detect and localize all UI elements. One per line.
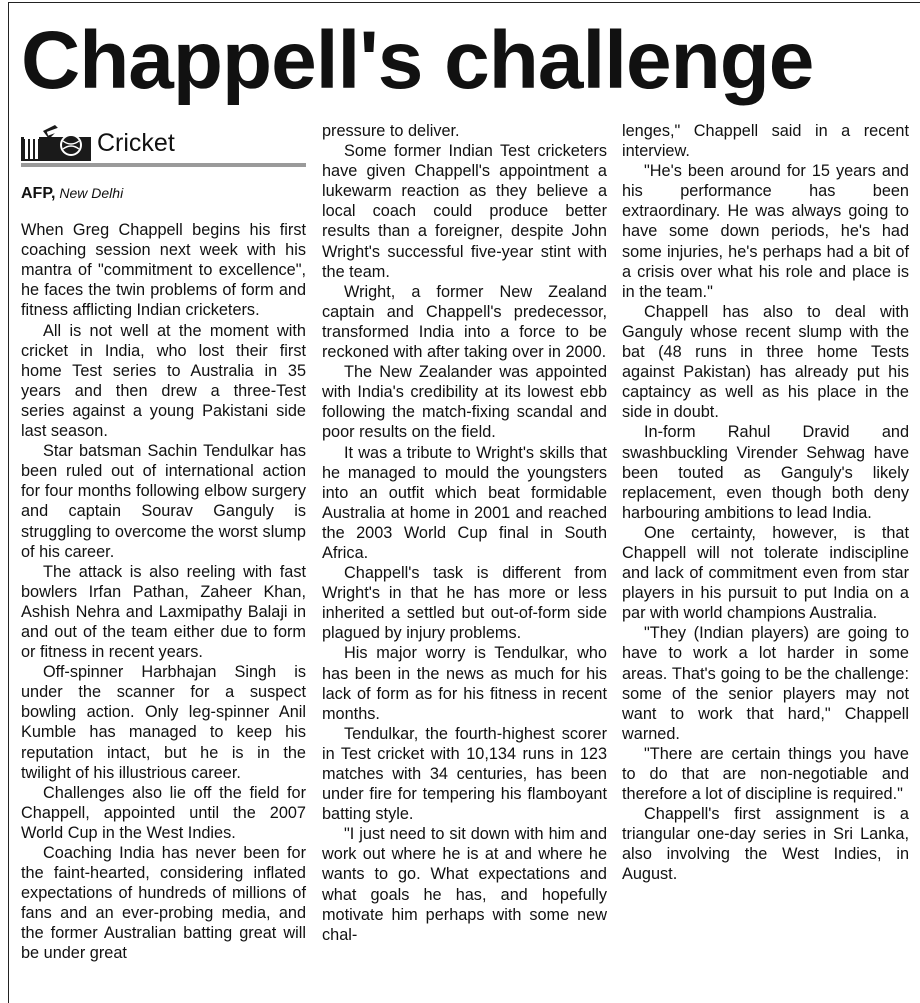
byline-place: New Delhi (59, 185, 124, 201)
paragraph: The New Zealander was appointed with India's credibility at its lowest ebb following the match-fixing scandal and poor results on the field. (322, 363, 607, 442)
paragraph: All is not well at the moment with cricket in India, who lost their first home Test series to Australia in 35 years and then drew a three-Test series against a young Pakistani side last season. (21, 321, 306, 441)
cricket-icon (21, 125, 91, 161)
paragraph: It was a tribute to Wright's skills that he managed to mould the youngsters into an outfit which beat formidable Australia at home in 2001 and reached the 2003 World Cup final in South Africa. (322, 443, 607, 562)
paragraph: His major worry is Tendulkar, who has been in the news as much for his lack of form as for his fitness in recent months. (322, 644, 607, 723)
paragraph: "I just need to sit down with him and work out where he is at and where he wants to go. What expectations and what goals he has, and hopefully motivate him perhaps with some new chal- (322, 825, 607, 944)
article-column-1 (21, 121, 306, 1003)
paragraph: "There are certain things you have to do that are non-negotiable and therefore a lot of discipline is required." (622, 744, 909, 804)
paragraph: The attack is also reeling with fast bowlers Irfan Pathan, Zaheer Khan, Ashish Nehra and Laxmipathy Balaji in and out of the team either due to form or fitness in recent years. (21, 562, 306, 662)
paragraph: Chappell's first assignment is a triangular one-day series in Sri Lanka, also involving the West Indies, in August. (622, 805, 909, 884)
paragraph: "They (Indian players) are going to have to work a lot harder in some areas. That's going to be the challenge: some of the senior players may not want to work that hard," Chappell warned. (622, 624, 909, 743)
paragraph: Chappell has also to deal with Ganguly whose recent slump with the bat (48 runs in three home Tests against Pakistan) has already put his captaincy as well as his place in the side in doubt. (622, 302, 909, 422)
paragraph: In-form Rahul Dravid and swashbuckling Virender Sehwag have been touted as Ganguly's likely replacement, even though both deny harbouring ambitions to lead India. (622, 423, 909, 522)
paragraph: One certainty, however, is that Chappell will not tolerate indiscipline and lack of commitment even from star players in his pursuit to put India on a par with world champions Australia. (622, 523, 909, 623)
paragraph: Chappell's task is different from Wright's in that he has more or less inherited a settled but out-of-form side plagued by injury problems. (322, 564, 607, 643)
byline (21, 183, 306, 204)
paragraph: When Greg Chappell begins his first coaching session next week with his mantra of "commitment to excellence", he faces the twin problems of form and fitness afflicting Indian cricketers. (21, 221, 306, 320)
paragraph: Wright, a former New Zealand captain and Chappell's predecessor, transformed India into a force to be reckoned with after taking over in 2000. (322, 282, 607, 362)
article-column-3 (622, 121, 909, 1003)
byline-agency: AFP, (21, 185, 56, 202)
section-label: Cricket (97, 129, 175, 157)
paragraph: Some former Indian Test cricketers have given Chappell's appointment a lukewarm reaction as they believe a local coach could produce better results than a foreigner, despite John Wright's successful five-year stint with the team. (322, 142, 607, 281)
paragraph: "He's been around for 15 years and his performance has been extraordinary. He was always going to have some down periods, he's had some injuries, he's perhaps had a bit of a crisis over what his role and place is in the team." (622, 162, 909, 301)
paragraph: lenges," Chappell said in a recent interview. (622, 122, 909, 161)
paragraph: Star batsman Sachin Tendulkar has been ruled out of international action for four months following elbow surgery and captain Sourav Ganguly is struggling to overcome the worst slump of his career. (21, 442, 306, 561)
newspaper-page (8, 2, 920, 1003)
paragraph: Tendulkar, the fourth-highest scorer in Test cricket with 10,134 runs in 123 matches with 34 centuries, has been under fire for tempering his flamboyant batting style. (322, 724, 607, 824)
article-column-2 (322, 121, 607, 1003)
headline: Chappell's challenge (21, 15, 814, 106)
section-header (21, 123, 306, 167)
paragraph: pressure to deliver. (322, 122, 460, 140)
paragraph: Off-spinner Harbhajan Singh is under the scanner for a suspect bowling action. Only leg-spinner Anil Kumble has managed to keep his reputation intact, but he is in the twilight of his illustrious career. (21, 663, 306, 782)
paragraph: Challenges also lie off the field for Chappell, appointed until the 2007 World Cup in the West Indies. (21, 783, 306, 842)
paragraph: Coaching India has never been for the faint-hearted, considering inflated expectations of hundreds of millions of fans and an ever-probing media, and the former Australian batting great will be under great (21, 844, 306, 963)
